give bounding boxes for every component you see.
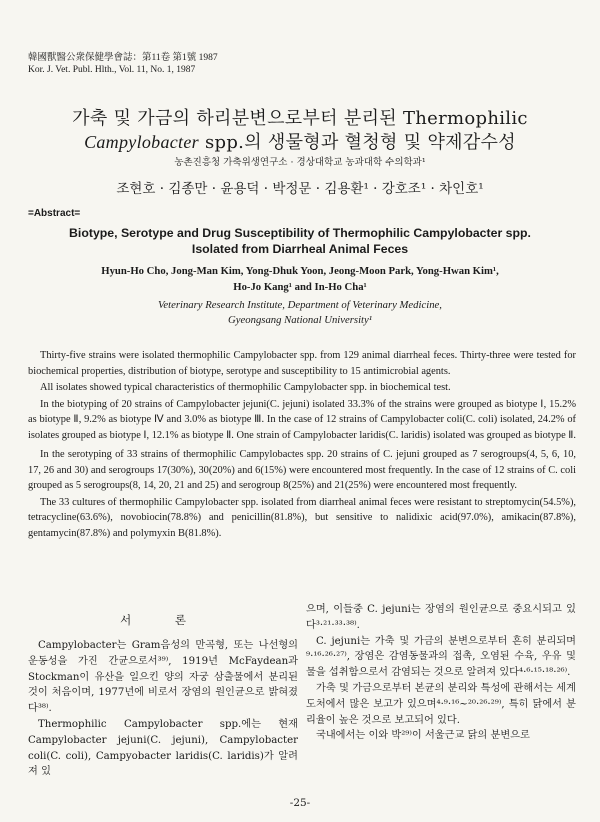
page-number: -25- [289,797,311,809]
abstract-paragraph: The 33 cultures of thermophilic Campylobacter spp. isolated from diarrheal animal feces were resistant to streptomycin(54.5%), tetracycline(63.6%), novobiocin(78.8%) and penicillin(81.8%), but sensitive to nalidixic acid(97.0%), amikacin(87.8%), gentamycin(87.8%) and polymyxin B(81.8%). [28,496,576,539]
journal-header [28,52,218,76]
affiliation-en-line-2: Gyeongsang National University¹ [228,314,372,326]
abstract-paragraph: In the biotyping of 20 strains of Campylobacter jejuni(C. jejuni) isolated 33.3% of the strains were grouped as biotype Ⅰ, 15.2% as biotype Ⅱ, 9.2% as biotype Ⅳ and 3.0% as biotype Ⅲ. In the case of 12 strains of Campylobacter coli(C. coli) isolated, 24.2% of isolates grouped as biotype Ⅰ, 12.1% as biotype Ⅱ. One strain of Campylobacter laridis(C. laridis) isolated was grouped as biotype Ⅱ. [28,398,577,441]
affiliation-en-line-1: Veterinary Research Institute, Department of Veterinary Medicine, [158,299,442,311]
body-paragraph: Thermophilic Campylobacter spp.에는 현재 Campylobacter jejuni(C. jejuni), Campylobacter coli(C. coli), Campyobacter laridis(C. laridis)가 알려져 있 [28,718,298,778]
journal-name-ko: 韓國獸醫公衆保健學會誌：第11卷 第1號 1987 [28,53,218,63]
abstract-paragraph: All isolates showed typical characteristics of thermophilic Campylobacter spp. in biochemical test. [40,382,451,393]
abstract-paragraph: Thirty-five strains were isolated thermophilic Campylobacter spp. from 129 animal diarrheal feces. Thirty-three were tested for biochemical properties, distribution of biotype, serotype and susceptibility to 15 antimicrobial agents. [28,350,576,377]
title-ko-line-2-rest: spp.의 생물형과 혈청형 및 약제감수성 [198,132,516,153]
body-column-right [306,602,576,744]
title-ko-line-2 [0,128,600,154]
authors-en-line-1: Hyun-Ho Cho, Jong-Man Kim, Yong-Dhuk Yoon, Jeong-Moon Park, Yong-Hwan Kim¹, [101,265,499,277]
abstract-paragraph: In the serotyping of 33 strains of thermophilic Campylobactes spp. 20 strains of C. jejuni grouped as 7 serogroups(4, 5, 6, 10, 17, 26 and 30) and serogroups 17(30%), 30(20%) and 6(15%) were encountered most frequently. In the case of 12 strains of C. coli grouped as 5 serogroups(8, 14, 20, 21 and 25) and serogroup 8(25%) and 21(25%) were encountered most frequently. [28,449,576,491]
body-paragraph: 가축 및 가금으로부터 본균의 분리와 특성에 관해서는 세계 도처에서 많은 보고가 있으며⁴·⁹·¹⁶~²⁰·²⁶·²⁹⁾, 특히 닭에서 분리율이 높은 것으로 보고되어 있다. [306,682,576,726]
body-paragraph: C. jejuni는 가축 및 가금의 분변으로부터 흔히 분리되며⁹·¹⁶·²⁶·²⁷⁾, 장염은 감염동물과의 접촉, 오염된 수육, 우유 및 물을 섭취함으로서 감염되는 것으로 알려져 있다⁴·⁶·¹⁵·¹⁸·²⁶⁾. [306,635,576,679]
authors-ko: 조현호 · 김종만 · 윤용덕 · 박정문 · 김용환¹ · 강호조¹ · 차인호¹ [116,181,484,197]
title-en-line-2: Isolated from Diarrheal Animal Feces [191,242,409,256]
body-paragraph: 으며, 이들중 C. jejuni는 장염의 원인균으로 중요시되고 있다³·²¹·³³·³⁸⁾. [306,604,576,631]
title-ko-genus: Campylobacter [84,132,199,152]
left-column-text [28,638,298,780]
section-heading-introduction: 서 론 [120,613,206,627]
body-paragraph: Campylobacter는 Gram음성의 만곡형, 또는 나선형의 운동성을 가진 간균으로서³⁹⁾, 1919년 McFaydean과 Stockman이 유산을 일으킨 양의 자궁 삼출물에서 분리된 것이 처음이며, 1977년에 비로서 장염의 원인균으로 밝혀졌다³⁸⁾. [28,640,298,715]
authors-en-line-2: Ho-Jo Kang¹ and In-Ho Cha¹ [233,281,367,293]
journal-name-en: Kor. J. Vet. Publ. Hlth., Vol. 11, No. 1, 1987 [28,65,196,75]
abstract-body [28,348,576,542]
affiliation-ko: 농촌진흥청 가축위생연구소 · 경상대학교 농과대학 수의학과¹ [174,157,426,168]
title-ko-line-1: 가축 및 가금의 하리분변으로부터 분리된 Thermophilic [72,108,528,129]
abstract-label: =Abstract= [28,208,81,219]
title-en-line-1: Biotype, Serotype and Drug Susceptibility of Thermophilic Campylobacter spp. [69,226,531,240]
body-paragraph: 국내에서는 이와 박²⁹⁾이 서울근교 닭의 분변으로 [316,730,530,742]
